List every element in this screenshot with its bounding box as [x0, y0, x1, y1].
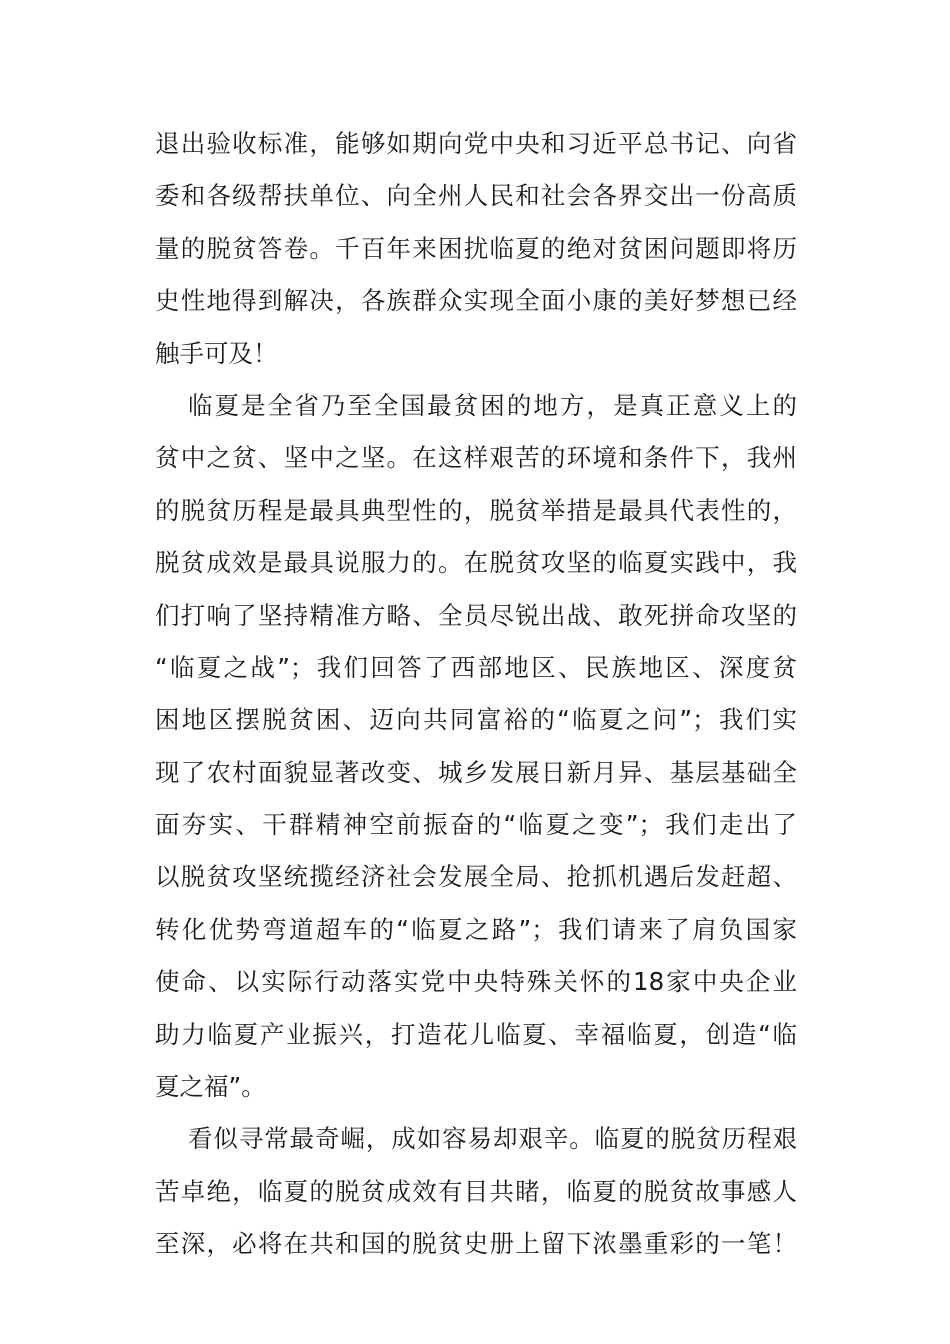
text-line: 们打响了坚持精准方略、全员尽锐出战、敢死拼命攻坚的 — [155, 600, 797, 630]
text-line: 的脱贫历程是最具典型性的，脱贫举措是最具代表性的， — [155, 495, 797, 525]
text-line: 现了农村面貌显著改变、城乡发展日新月异、基层基础全 — [155, 757, 797, 787]
text-line: 夏之福”。 — [155, 1072, 266, 1102]
paragraph-3 — [155, 1113, 797, 1270]
text-line: 助力临夏产业振兴，打造花儿临夏、幸福临夏，创造“临 — [155, 1019, 797, 1049]
text-line: 触手可及！ — [155, 338, 278, 368]
text-line: 脱贫成效是最具说服力的。在脱贫攻坚的临夏实践中，我 — [155, 548, 797, 578]
text-line: 史性地得到解决，各族群众实现全面小康的美好梦想已经 — [155, 286, 797, 316]
body-text — [155, 118, 797, 1271]
text-line: 委和各级帮扶单位、向全州人民和社会各界交出一份高质 — [155, 181, 797, 211]
text-line: 苦卓绝，临夏的脱贫成效有目共睹，临夏的脱贫故事感人 — [155, 1176, 797, 1206]
text-line: 至深，必将在共和国的脱贫史册上留下浓墨重彩的一笔！ — [155, 1229, 797, 1259]
text-line: 退出验收标准，能够如期向党中央和习近平总书记、向省 — [155, 129, 797, 158]
text-line: 量的脱贫答卷。千百年来困扰临夏的绝对贫困问题即将历 — [155, 233, 797, 263]
text-line: 以脱贫攻坚统揽经济社会发展全局、抢抓机遇后发赶超、 — [155, 862, 797, 892]
text-line: 临夏是全省乃至全国最贫困的地方，是真正意义上的 — [188, 390, 797, 420]
text-line: “临夏之战”；我们回答了西部地区、民族地区、深度贫 — [155, 652, 797, 682]
text-line: 困地区摆脱贫困、迈向共同富裕的“临夏之问”；我们实 — [155, 705, 797, 735]
text-line: 面夯实、干群精神空前振奋的“临夏之变”；我们走出了 — [155, 810, 797, 840]
text-line: 看似寻常最奇崛，成如容易却艰辛。临夏的脱贫历程艰 — [188, 1124, 797, 1154]
text-line: 贫中之贫、坚中之坚。在这样艰苦的环境和条件下，我州 — [155, 443, 797, 473]
paragraph-1 — [155, 118, 797, 380]
text-line: 使命、以实际行动落实党中央特殊关怀的18家中央企业 — [155, 967, 797, 997]
paragraph-2 — [155, 380, 797, 1113]
text-line: 转化优势弯道超车的“临夏之路”；我们请来了肩负国家 — [155, 914, 797, 944]
